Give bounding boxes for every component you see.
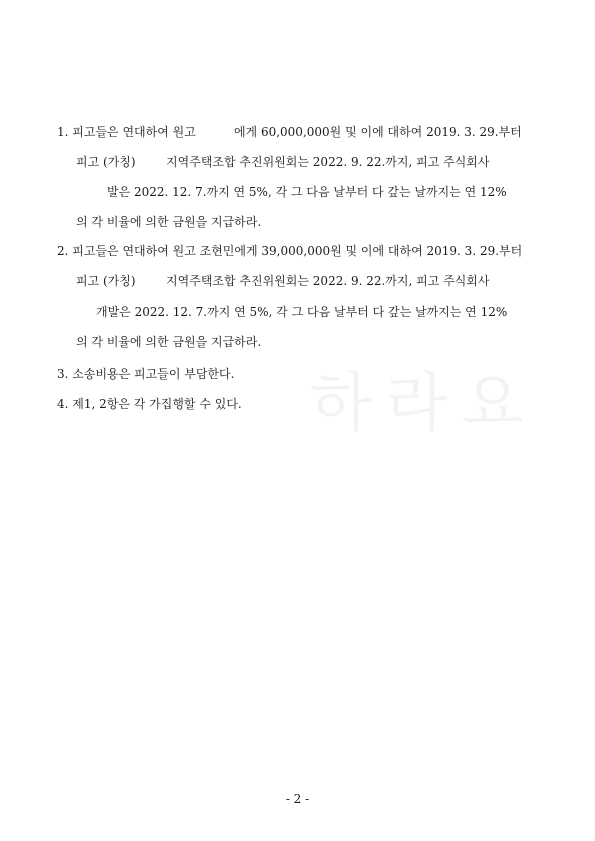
item-1-line-1: 1. 피고들은 연대하여 원고 에게 60,000,000원 및 이에 대하여 2019. 3. 29.부터 [57, 125, 522, 139]
page-number: - 2 - [285, 792, 310, 806]
item-1-line-4: 의 각 비율에 의한 금원을 지급하라. [76, 215, 262, 229]
item-3-line-1: 3. 소송비용은 피고들이 부담한다. [57, 367, 235, 381]
item-1-line-3: 발은 2022. 12. 7.까지 연 5%, 각 그 다음 날부터 다 갚는 날까지는 연 12% [107, 185, 507, 199]
item-1-line-2: 피고 (가칭) 지역주택조합 추진위원회는 2022. 9. 22.까지, 피고 주식회사 [76, 155, 490, 169]
item-2-line-1: 2. 피고들은 연대하여 원고 조현민에게 39,000,000원 및 이에 대하여 2019. 3. 29.부터 [57, 244, 523, 258]
item-2-line-2: 피고 (가칭) 지역주택조합 추진위원회는 2022. 9. 22.까지, 피고 주식회사 [76, 274, 490, 288]
item-2-line-3: 개발은 2022. 12. 7.까지 연 5%, 각 그 다음 날부터 다 갚는 날까지는 연 12% [96, 305, 508, 319]
item-2-line-4: 의 각 비율에 의한 금원을 지급하라. [76, 335, 262, 349]
item-4-line-1: 4. 제1, 2항은 각 가집행할 수 있다. [57, 397, 242, 411]
watermark: 하라요 [310, 367, 538, 441]
